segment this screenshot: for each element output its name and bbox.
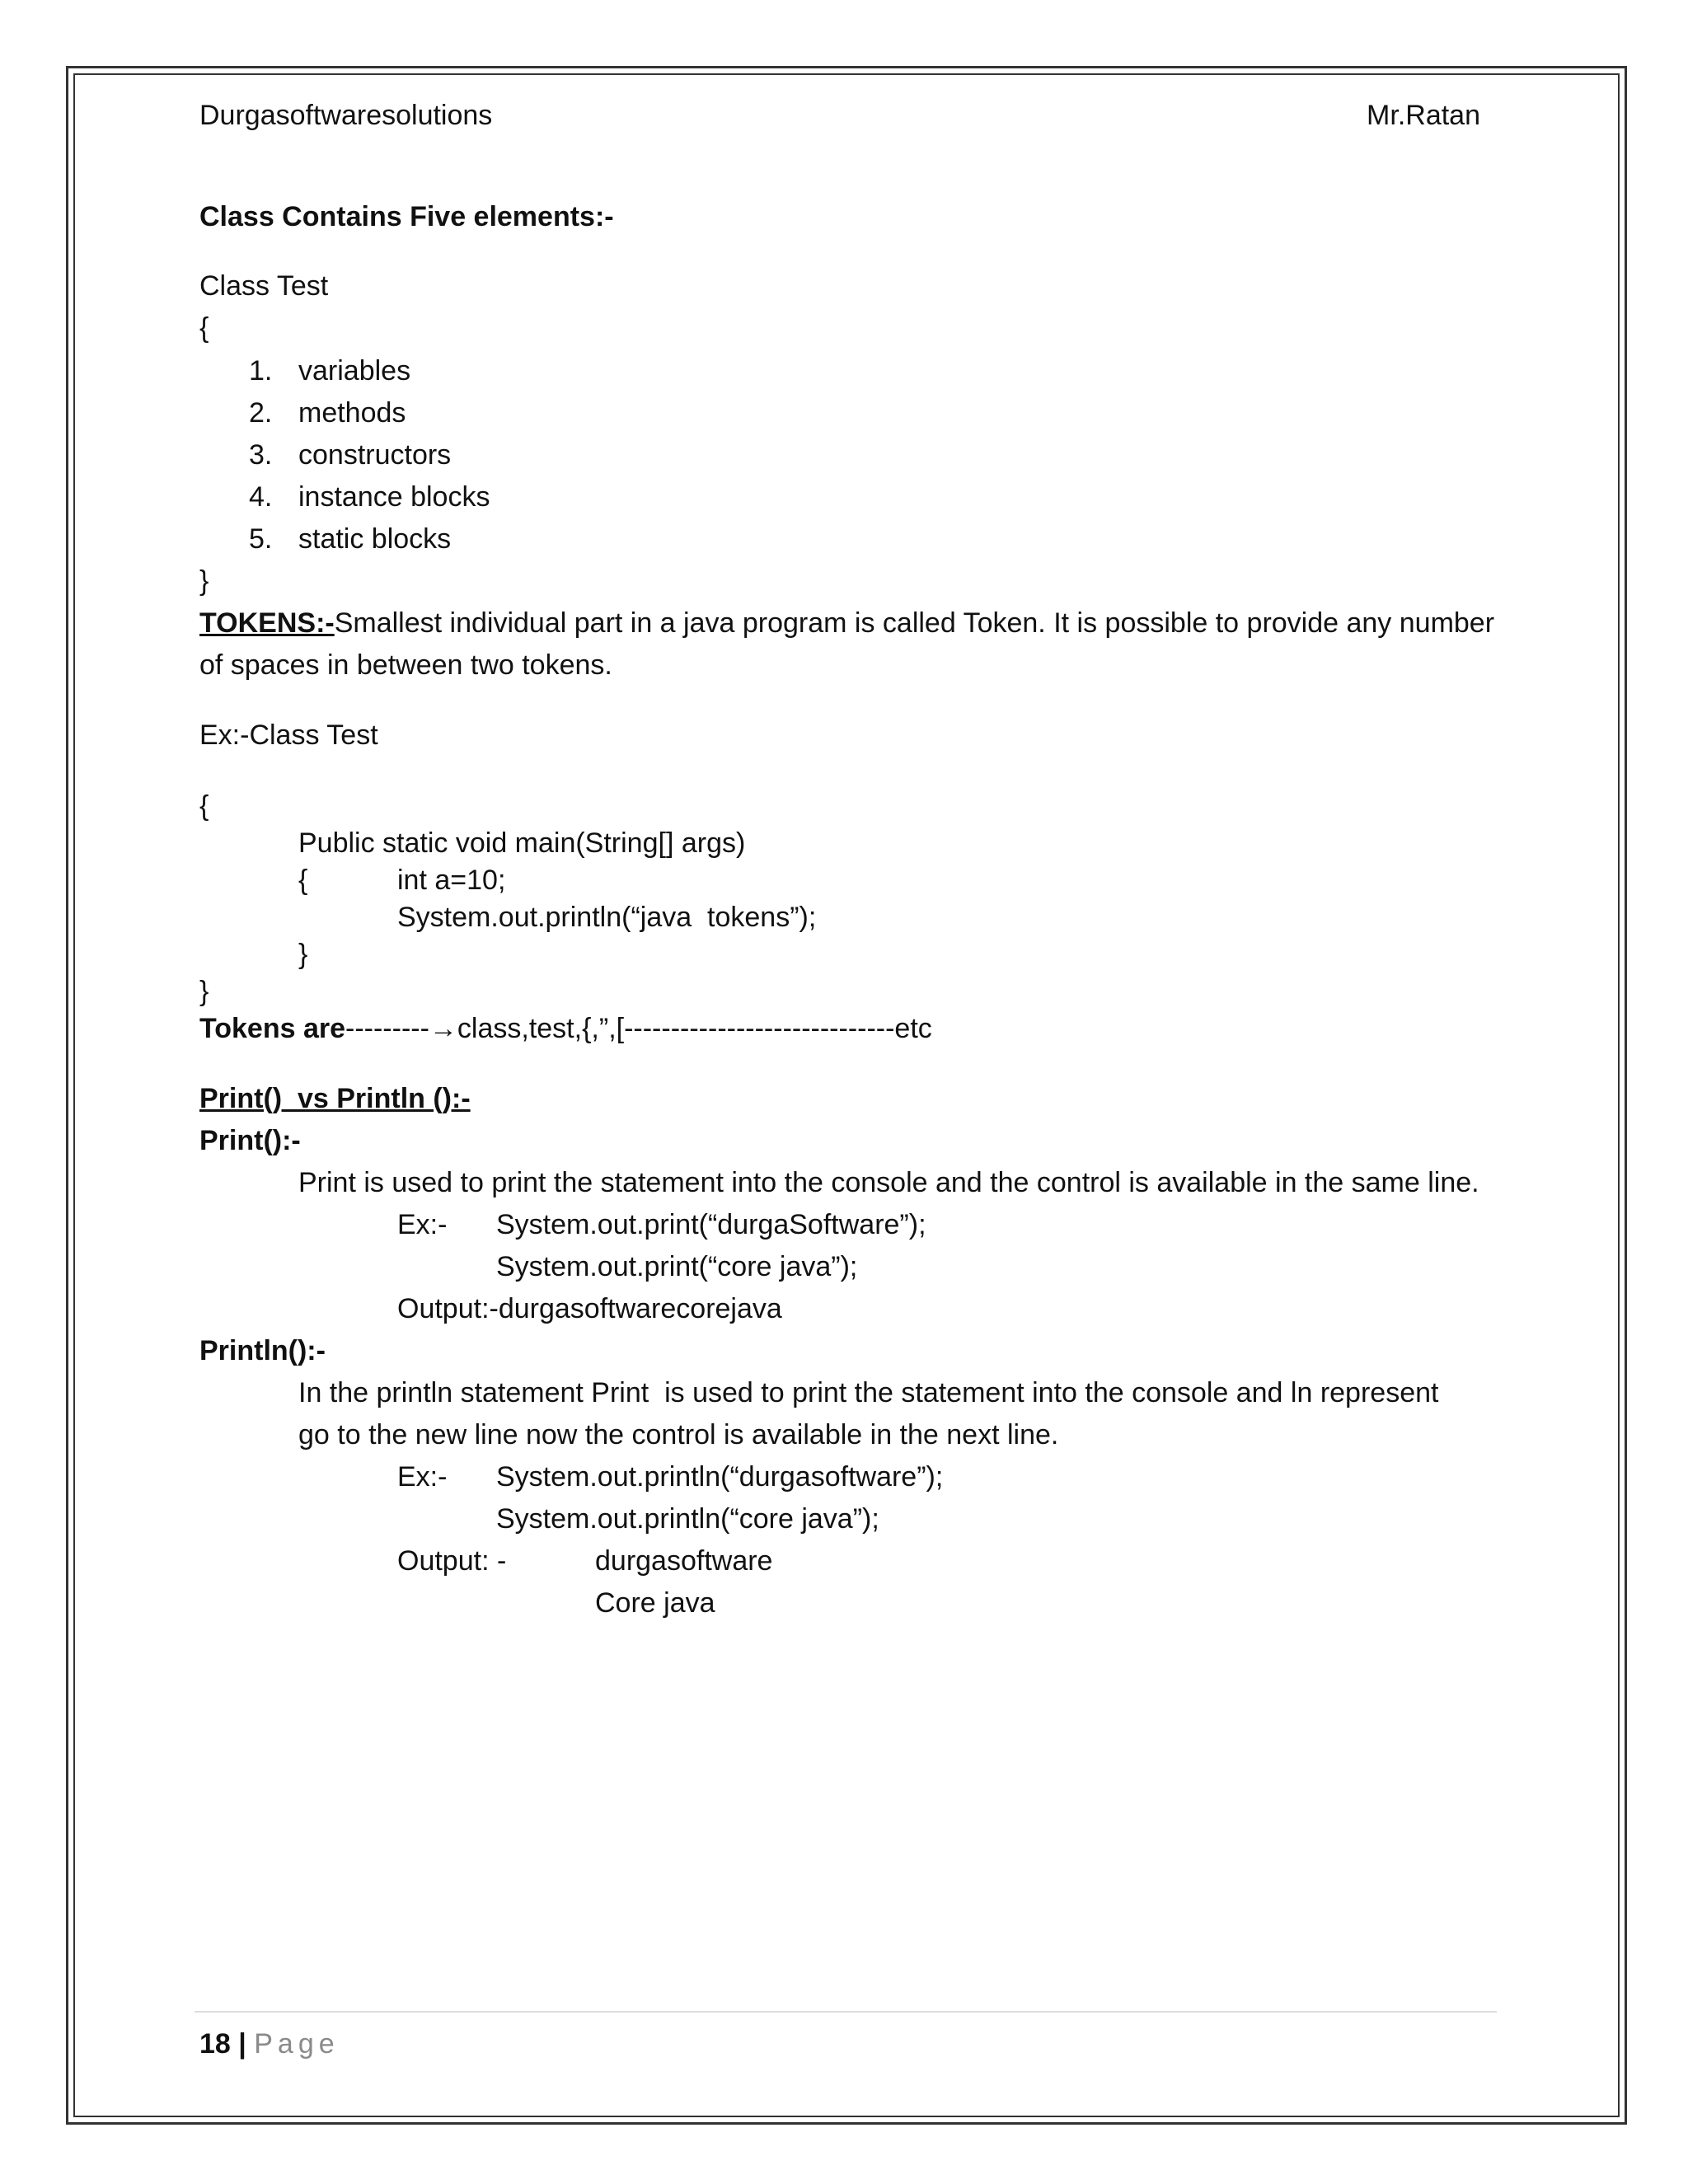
tokens-text-line2: of spaces in between two tokens. [199,649,612,681]
list-item: constructors [298,439,452,471]
println-heading: Println():- [199,1335,326,1366]
code-stmt1: int a=10; [397,865,506,896]
list-item: instance blocks [298,481,490,513]
code-brace-close: } [199,976,209,1007]
list-item-number: 4. [249,481,273,513]
class-open-brace: { [199,312,209,344]
page-footer [199,2027,340,2060]
print-description: Print is used to print the statement into the console and the control is available in the same line. [298,1167,1479,1198]
tokens-example-label: Ex:-Class Test [199,719,378,751]
print-example-label: Ex:- [397,1209,448,1240]
class-open-line: Class Test [199,270,329,302]
print-heading: Print():- [199,1125,301,1156]
list-item: variables [298,355,411,387]
page-word: Page [254,2028,340,2060]
println-example-line1: System.out.println(“durgasoftware”); [496,1461,944,1493]
println-example-line2: System.out.println(“core java”); [496,1503,879,1535]
println-output-label: Output: - [397,1545,507,1577]
code-stmt2: System.out.println(“java tokens”); [397,902,817,933]
list-item: methods [298,397,406,429]
header-left: Durgasoftwaresolutions [199,100,493,131]
code-inner-open: { [298,865,308,896]
println-description-line2: go to the new line now the control is available in the next line. [298,1419,1059,1451]
println-output-line2: Core java [595,1587,715,1619]
print-example-line2: System.out.print(“core java”); [496,1251,858,1282]
page-separator: | [238,2028,246,2060]
tokens-summary-text: ---------→class,test,{,”,[-----------------------------etc [345,1013,932,1044]
tokens-summary-label: Tokens are [199,1013,346,1044]
list-item-number: 5. [249,523,273,555]
footer-divider [195,2011,1497,2013]
list-item: static blocks [298,523,452,555]
println-output-line1: durgasoftware [595,1545,773,1577]
list-item-number: 1. [249,355,273,387]
tokens-text-line1: Smallest individual part in a java program is called Token. It is possible to provide any number [334,607,1495,639]
code-inner-close: } [298,939,308,970]
tokens-summary [199,1012,932,1045]
list-item-number: 2. [249,397,273,429]
print-vs-println-heading: Print() vs Println ():- [199,1083,471,1114]
tokens-label: TOKENS:- [199,607,335,639]
header-right: Mr.Ratan [1367,100,1480,131]
print-output: Output:-durgasoftwarecorejava [397,1293,782,1324]
list-item-number: 3. [249,439,273,471]
class-close-brace: } [199,565,209,597]
code-main-signature: Public static void main(String[] args) [298,827,746,859]
println-example-label: Ex:- [397,1461,448,1493]
code-brace-open: { [199,790,209,822]
print-example-line1: System.out.print(“durgaSoftware”); [496,1209,926,1240]
tokens-paragraph-line1 [199,607,1494,640]
println-description-line1: In the println statement Print is used to print the statement into the console and ln represent [298,1377,1439,1408]
class-heading: Class Contains Five elements:- [199,201,614,232]
page-number: 18 [199,2028,231,2060]
